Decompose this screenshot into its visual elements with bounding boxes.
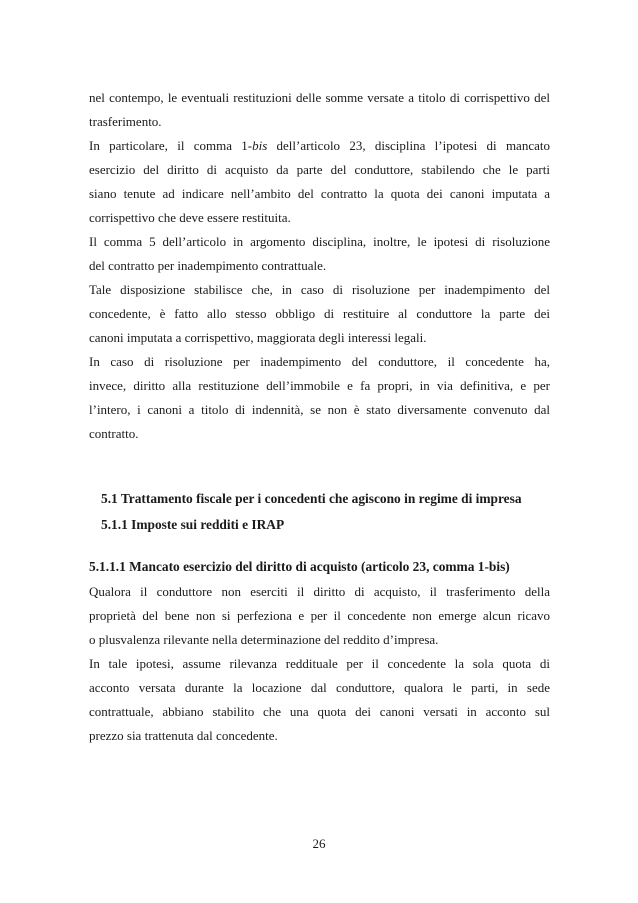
text-line: contratto. xyxy=(89,426,139,441)
paragraph xyxy=(89,230,550,278)
text-line: proprietà del bene non si perfeziona e per il concedente non emerge alcun ricavo xyxy=(89,608,550,623)
text-line: nel contempo, le eventuali restituzioni delle somme versate a titolo di corrispettivo del xyxy=(89,90,550,105)
text-line: canoni imputata a corrispettivo, maggiorata degli interessi legali. xyxy=(89,330,427,345)
text-line: siano tenute ad indicare nell’ambito del contratto la quota dei canoni imputata a xyxy=(89,186,550,201)
spacer xyxy=(89,538,550,554)
paragraph xyxy=(89,134,550,230)
page-number: 26 xyxy=(312,836,326,851)
text-line: corrispettivo che deve essere restituita. xyxy=(89,210,291,225)
paragraph xyxy=(89,86,550,134)
italic-term: bis xyxy=(252,138,268,153)
text-line: Qualora il conduttore non eserciti il diritto di acquisto, il trasferimento della xyxy=(89,584,550,599)
text-line: invece, diritto alla restituzione dell’immobile e fa propri, in via definitiva, e per xyxy=(89,378,550,393)
text-line: prezzo sia trattenuta dal concedente. xyxy=(89,728,278,743)
text-line: trasferimento. xyxy=(89,114,162,129)
text-line: acconto versata durante la locazione dal conduttore, qualora le parti, in sede xyxy=(89,680,550,695)
paragraph xyxy=(89,278,550,350)
text-line: Il comma 5 dell’articolo in argomento disciplina, inoltre, le ipotesi di risoluzione xyxy=(89,234,550,249)
paragraph xyxy=(89,350,550,446)
text-line: contrattuale, abbiano stabilito che una quota dei canoni versati in acconto sul xyxy=(89,704,550,719)
text-line: l’intero, i canoni a titolo di indennità, se non è stato diversamente convenuto dal xyxy=(89,402,550,417)
text-line: In particolare, il comma 1-bis dell’articolo 23, disciplina l’ipotesi di mancato xyxy=(89,138,550,153)
text-line: Tale disposizione stabilisce che, in caso di risoluzione per inadempimento del xyxy=(89,282,550,297)
text-line: o plusvalenza rilevante nella determinazione del reddito d’impresa. xyxy=(89,632,439,647)
subsubsection-heading: 5.1.1.1 Mancato esercizio del diritto di acquisto (articolo 23, comma 1-bis) xyxy=(89,559,510,574)
paragraph xyxy=(89,580,550,652)
subsection-heading: 5.1.1 Imposte sui redditi e IRAP xyxy=(101,517,285,532)
text-line: esercizio del diritto di acquisto da parte del conduttore, stabilendo che le parti xyxy=(89,162,550,177)
text-line: In caso di risoluzione per inadempimento del conduttore, il concedente ha, xyxy=(89,354,550,369)
document-page xyxy=(89,86,550,748)
paragraph xyxy=(89,652,550,748)
text-line: del contratto per inadempimento contrattuale. xyxy=(89,258,327,273)
text-line: concedente, è fatto allo stesso obbligo di restituire al conduttore la parte dei xyxy=(89,306,550,321)
text-line: In tale ipotesi, assume rilevanza reddituale per il concedente la sola quota di xyxy=(89,656,550,671)
spacer xyxy=(89,446,550,486)
section-heading: 5.1 Trattamento fiscale per i concedenti che agiscono in regime di impresa xyxy=(101,491,522,506)
